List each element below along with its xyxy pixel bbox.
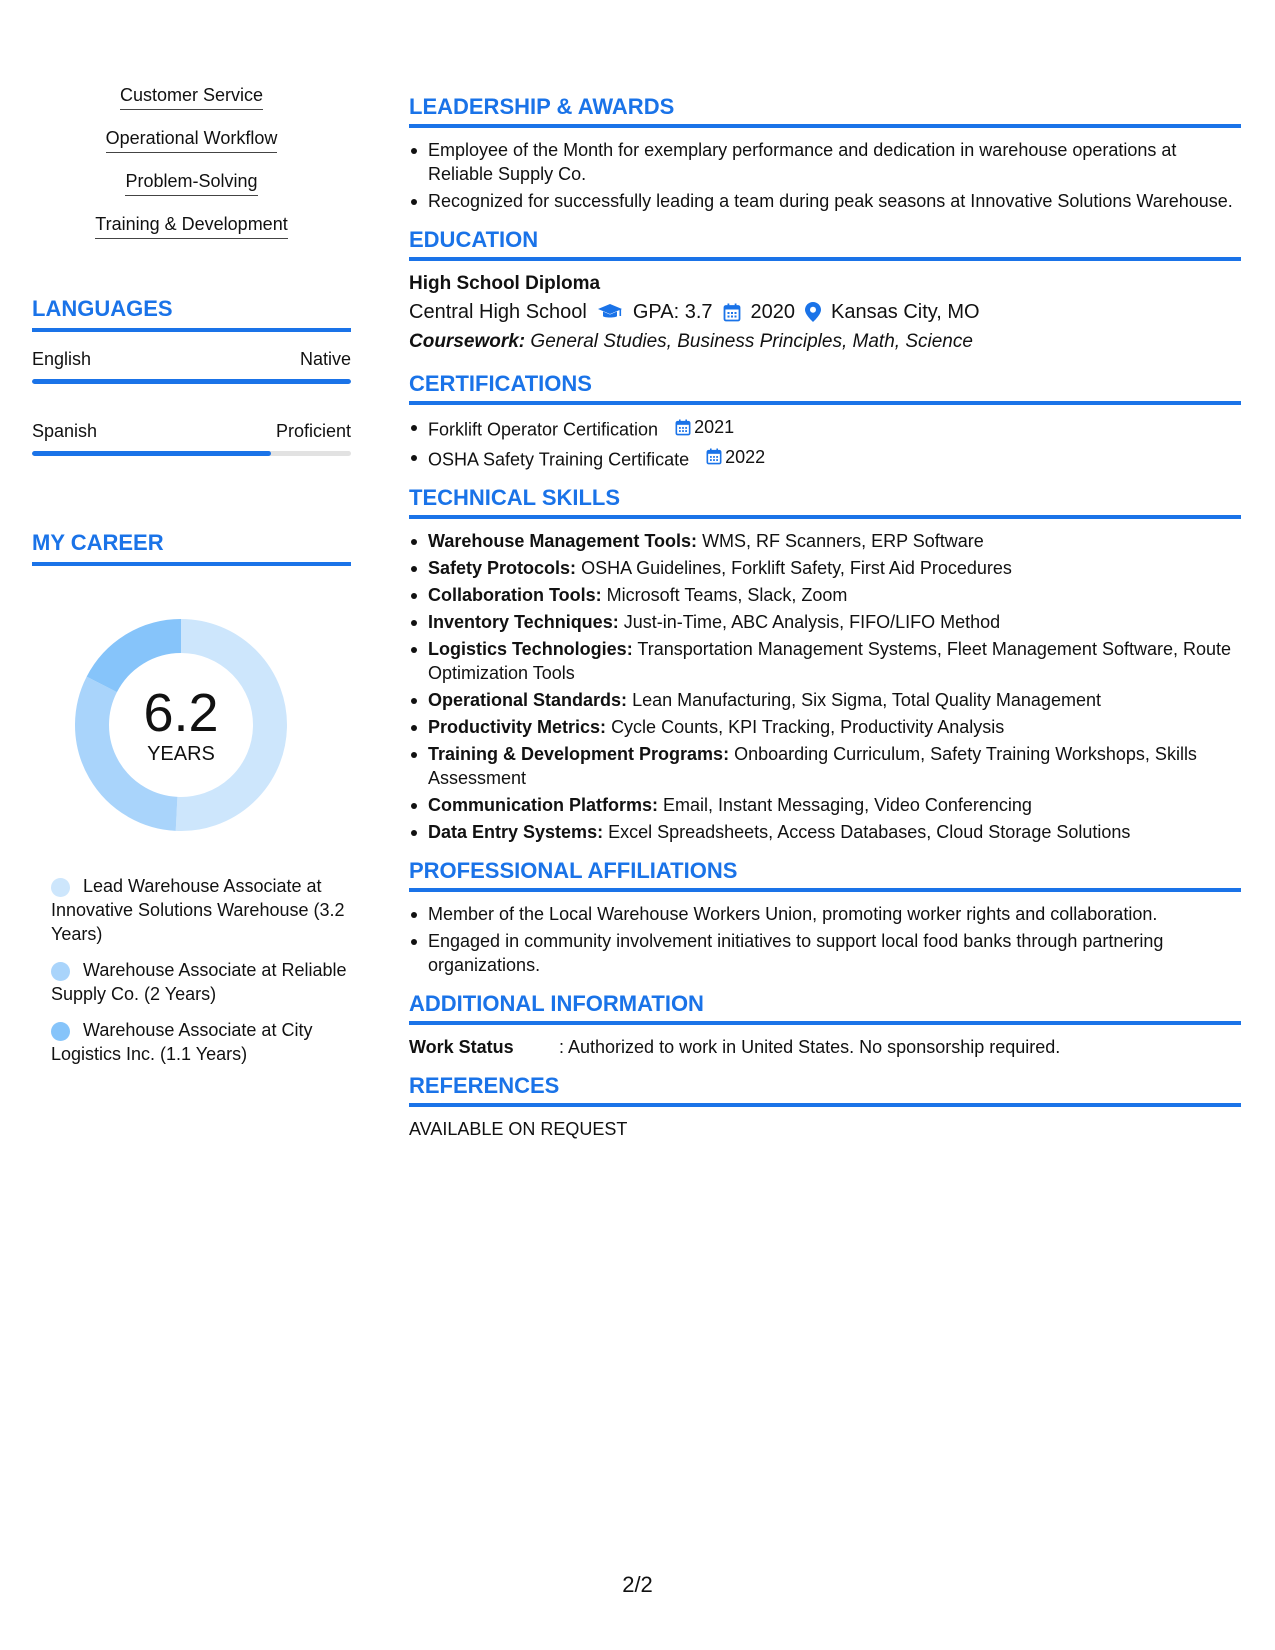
list-item [409,445,1241,472]
skills-list [32,84,351,256]
skill-values: Onboarding Curriculum, Safety Training Workshops, Skills Assessment [428,744,1197,788]
legend-dot-icon [51,1022,70,1041]
section-title: PROFESSIONAL AFFILIATIONS [409,858,1241,892]
skill-values: Email, Instant Messaging, Video Conferencing [663,795,1032,815]
career-heading: MY CAREER [32,530,351,566]
degree-title: High School Diploma [409,273,601,294]
skill-category: Productivity Metrics: [428,717,607,737]
section-title: REFERENCES [409,1073,1241,1107]
section-title: LEADERSHIP & AWARDS [409,94,1241,128]
coursework-label: Coursework: [409,331,526,352]
list-item [409,556,1241,580]
skill-category: Warehouse Management Tools: [428,531,698,551]
legend-dot-icon [51,962,70,981]
list-item [409,742,1241,790]
skill-values: WMS, RF Scanners, ERP Software [702,531,984,551]
list-item [409,820,1241,844]
list-item [409,583,1241,607]
work-status-row [409,1035,1241,1059]
skill-tag: Problem-Solving [125,170,257,196]
work-status-label: Work Status [409,1037,514,1057]
list-item: Recognized for successfully leading a team during peak seasons at Innovative Solutions Warehouse. [409,189,1241,213]
list-item [409,793,1241,817]
education-details [409,297,1241,327]
skill-tag: Operational Workflow [106,127,278,153]
section-title: TECHNICAL SKILLS [409,485,1241,519]
career-legend-label: Warehouse Associate at Reliable Supply Co. (2 Years) [51,960,347,1004]
list-item [409,610,1241,634]
skill-values: Transportation Management Systems, Fleet Management Software, Route Optimization Tools [428,639,1232,683]
language-level: Native [299,349,351,369]
career-unit: YEARS [147,743,215,765]
language-bar-fill [32,379,351,384]
career-section [32,530,351,1066]
graduation-cap-icon [597,303,623,321]
graduation-year: 2020 [750,301,796,323]
gpa-value: GPA: 3.7 [632,301,713,323]
certification-year: 2021 [694,417,735,437]
language-row [32,420,351,456]
list-item [409,415,1241,442]
list-item: Employee of the Month for exemplary performance and dedication in warehouse operations at Reliable Supply Co. [409,138,1241,186]
skill-values: Cycle Counts, KPI Tracking, Productivity Analysis [611,717,1005,737]
language-row [32,348,351,384]
skill-category: Operational Standards: [428,690,628,710]
skill-values: Lean Manufacturing, Six Sigma, Total Quality Management [632,690,1101,710]
coursework [409,327,1241,357]
language-name: Spanish [32,421,98,441]
career-total: 6.2 [143,683,219,743]
career-legend-label: Warehouse Associate at City Logistics Inc. (1.1 Years) [51,1020,313,1064]
career-donut-chart [66,610,296,840]
list-item: Member of the Local Warehouse Workers Union, promoting worker rights and collaboration. [409,902,1241,926]
list-item [409,688,1241,712]
skill-category: Data Entry Systems: [428,822,604,842]
skill-tag: Training & Development [95,213,287,239]
affiliations-section [409,858,1241,977]
right-column [409,94,1241,1155]
languages-section [32,296,351,456]
career-legend-item [51,874,351,946]
school-location: Kansas City, MO [831,301,980,323]
skill-category: Communication Platforms: [428,795,659,815]
languages-heading: LANGUAGES [32,296,351,332]
language-bar [32,379,351,384]
coursework-value: General Studies, Business Principles, Math, Science [530,331,973,352]
section-title: EDUCATION [409,227,1241,261]
list-item [409,529,1241,553]
list-item [409,715,1241,739]
career-legend-label: Lead Warehouse Associate at Innovative Solutions Warehouse (3.2 Years) [51,876,345,944]
list-item [409,637,1241,685]
page-number: 2/2 [622,1572,653,1597]
skill-category: Logistics Technologies: [428,639,633,659]
career-legend-item [51,1018,351,1066]
technical-skills-section [409,485,1241,844]
certification-name: OSHA Safety Training Certificate [428,449,690,469]
skill-category: Inventory Techniques: [428,612,619,632]
skill-values: Excel Spreadsheets, Access Databases, Cloud Storage Solutions [608,822,1131,842]
additional-info-section [409,991,1241,1059]
language-bar-fill [32,451,271,456]
certification-name: Forklift Operator Certification [428,419,659,440]
calendar-icon [675,419,691,436]
location-pin-icon [805,302,821,322]
skill-values: Microsoft Teams, Slack, Zoom [606,585,848,605]
calendar-icon [706,448,722,465]
section-title: ADDITIONAL INFORMATION [409,991,1241,1025]
references-value: AVAILABLE ON REQUEST [409,1119,628,1139]
career-legend-item [51,958,351,1006]
legend-dot-icon [51,878,70,897]
calendar-icon [723,303,741,322]
section-title: CERTIFICATIONS [409,371,1241,405]
skill-values: Just-in-Time, ABC Analysis, FIFO/LIFO Method [623,612,1001,632]
language-name: English [32,349,92,369]
certification-year: 2022 [725,446,766,467]
leadership-section [409,94,1241,213]
work-status-value: : Authorized to work in United States. No sponsorship required. [559,1037,1061,1057]
language-bar [32,451,351,456]
education-section [409,227,1241,357]
skill-tag: Customer Service [120,84,263,110]
school-name: Central High School [409,301,587,323]
skill-values: OSHA Guidelines, Forklift Safety, First Aid Procedures [581,558,1012,578]
certifications-section [409,371,1241,471]
left-column [32,84,351,1078]
skill-category: Collaboration Tools: [428,585,602,605]
skill-category: Safety Protocols: [428,558,577,578]
list-item: Engaged in community involvement initiatives to support local food banks through partnering organizations. [409,929,1241,977]
career-legend [32,874,351,1066]
language-level: Proficient [275,421,351,441]
skill-category: Training & Development Programs: [428,744,730,764]
references-section [409,1073,1241,1141]
